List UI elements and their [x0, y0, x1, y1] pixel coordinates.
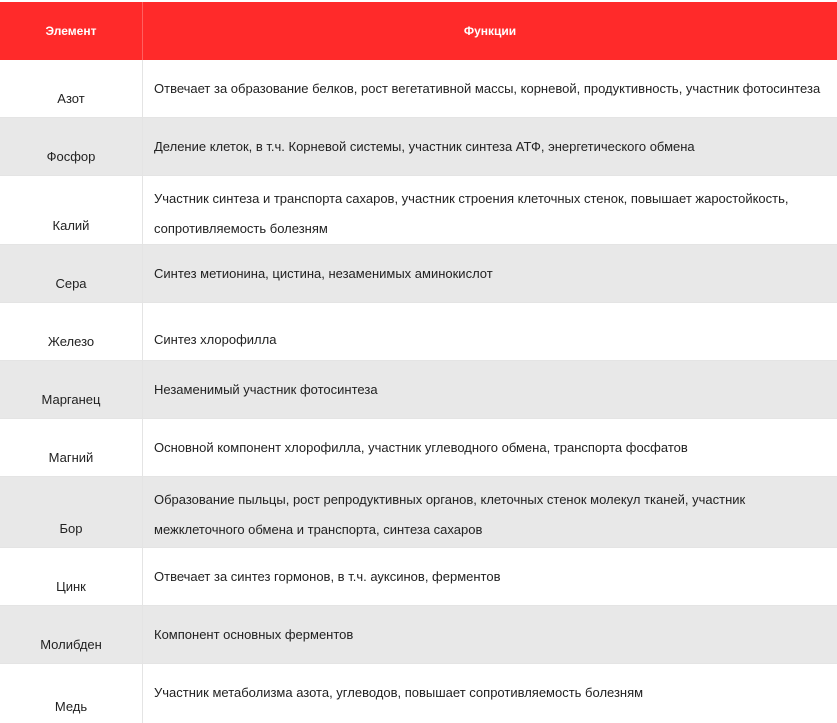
table-row [0, 118, 837, 176]
table-body [0, 60, 837, 723]
functions-cell: Деление клеток, в т.ч. Корневой системы, участник синтеза АТФ, энергетического обмена [154, 139, 695, 154]
functions-cell: Отвечает за образование белков, рост вегетативной массы, корневой, продуктивность, участник фотосинтеза [154, 81, 821, 96]
element-cell: Молибден [0, 606, 143, 663]
table-row [0, 303, 837, 361]
element-cell: Азот [0, 60, 143, 117]
header-functions: Функции [463, 24, 517, 38]
functions-cell: Участник метаболизма азота, углеводов, повышает сопротивляемость болезням [154, 685, 644, 700]
functions-cell: Синтез метионина, цистина, незаменимых аминокислот [154, 266, 493, 281]
functions-cell: Участник синтеза и транспорта сахаров, участник строения клеточных стенок, повышает жаростойкость, сопротивляемость болезням [154, 191, 789, 236]
functions-cell: Синтез хлорофилла [154, 332, 277, 347]
header-element: Элемент [0, 2, 143, 60]
functions-cell: Незаменимый участник фотосинтеза [154, 382, 378, 397]
functions-cell: Образование пыльцы, рост репродуктивных органов, клеточных стенок молекул тканей, участник межклеточного обмена и транспорта, синтеза сахаров [154, 492, 746, 537]
element-cell: Цинк [0, 548, 143, 605]
functions-cell: Отвечает за синтез гормонов, в т.ч. ауксинов, ферментов [154, 569, 501, 584]
element-cell: Железо [0, 303, 143, 360]
element-cell: Бор [0, 477, 143, 547]
element-cell: Медь [0, 664, 143, 723]
element-cell: Фосфор [0, 118, 143, 175]
table-row [0, 548, 837, 606]
element-cell: Калий [0, 176, 143, 244]
table-row [0, 664, 837, 723]
table-row [0, 606, 837, 664]
element-cell: Марганец [0, 361, 143, 418]
table-row [0, 176, 837, 245]
table-row [0, 60, 837, 118]
table-header [0, 2, 837, 60]
element-cell: Магний [0, 419, 143, 476]
functions-cell: Компонент основных ферментов [154, 627, 354, 642]
element-cell: Сера [0, 245, 143, 302]
table-row [0, 361, 837, 419]
table-row [0, 245, 837, 303]
functions-cell: Основной компонент хлорофилла, участник углеводного обмена, транспорта фосфатов [154, 440, 688, 455]
table-row [0, 477, 837, 548]
table-row [0, 419, 837, 477]
